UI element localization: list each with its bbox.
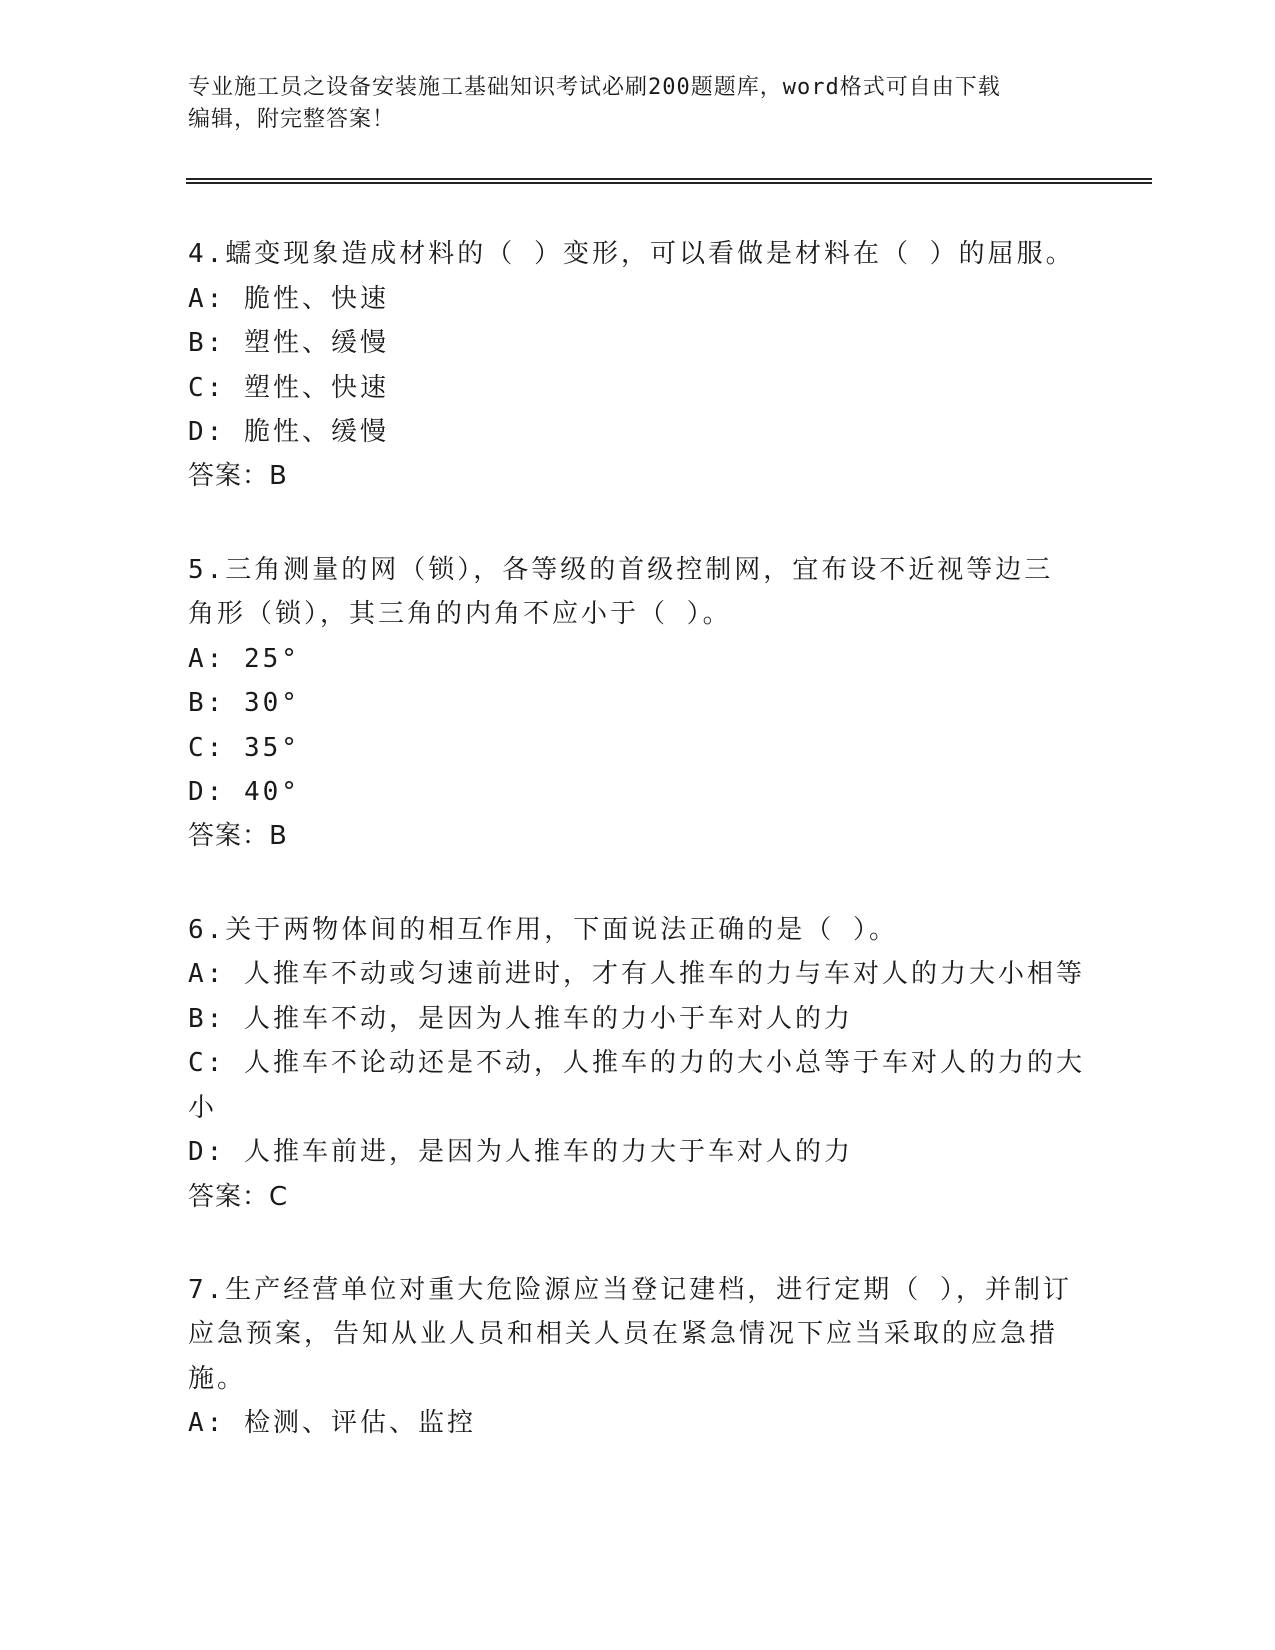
header-line-2: 编辑，附完整答案！ xyxy=(188,107,396,132)
question-stem-line-2: 应急预案，告知从业人员和相关人员在紧急情况下应当采取的应急措 xyxy=(188,1319,1059,1349)
option-b: B: 30° xyxy=(188,688,300,718)
option-d: D: 40° xyxy=(188,777,300,807)
option-c: C: 塑性、快速 xyxy=(188,373,389,403)
option-a: A: 25° xyxy=(188,644,300,674)
header-line-1: 专业施工员之设备安装施工基础知识考试必刷200题题库，word格式可自由下载 xyxy=(188,75,1001,100)
option-c-line-1: C: 人推车不论动还是不动，人推车的力的大小总等于车对人的力的大 xyxy=(188,1048,1085,1078)
header-divider-top xyxy=(186,178,1152,180)
answer-label: 答案：C xyxy=(188,1182,289,1212)
answer-label: 答案：B xyxy=(188,821,288,851)
answer-label: 答案：B xyxy=(188,461,288,491)
question-stem-line-1: 5.三角测量的网（锁），各等级的首级控制网，宜布设不近视等边三 xyxy=(188,555,1054,585)
option-a: A: 脆性、快速 xyxy=(188,284,389,314)
question-stem: 4.蠕变现象造成材料的（ ）变形，可以看做是材料在（ ）的屈服。 xyxy=(188,239,1075,269)
option-a: A: 人推车不动或匀速前进时，才有人推车的力与车对人的力大小相等 xyxy=(188,959,1085,989)
question-stem: 6.关于两物体间的相互作用，下面说法正确的是（ ）。 xyxy=(188,915,898,945)
option-a: A: 检测、评估、监控 xyxy=(188,1408,476,1438)
option-d: D: 人推车前进，是因为人推车的力大于车对人的力 xyxy=(188,1137,853,1167)
option-c: C: 35° xyxy=(188,733,300,763)
option-c-line-2: 小 xyxy=(188,1093,218,1123)
question-stem-line-1: 7.生产经营单位对重大危险源应当登记建档，进行定期（ ），并制订 xyxy=(188,1275,1072,1305)
question-stem-line-3: 施。 xyxy=(188,1364,247,1394)
question-stem-line-2: 角形（锁），其三角的内角不应小于（ ）。 xyxy=(188,599,732,629)
header-divider-bottom xyxy=(186,182,1152,184)
option-b: B: 塑性、缓慢 xyxy=(188,328,389,358)
option-d: D: 脆性、缓慢 xyxy=(188,417,389,447)
option-b: B: 人推车不动，是因为人推车的力小于车对人的力 xyxy=(188,1004,853,1034)
